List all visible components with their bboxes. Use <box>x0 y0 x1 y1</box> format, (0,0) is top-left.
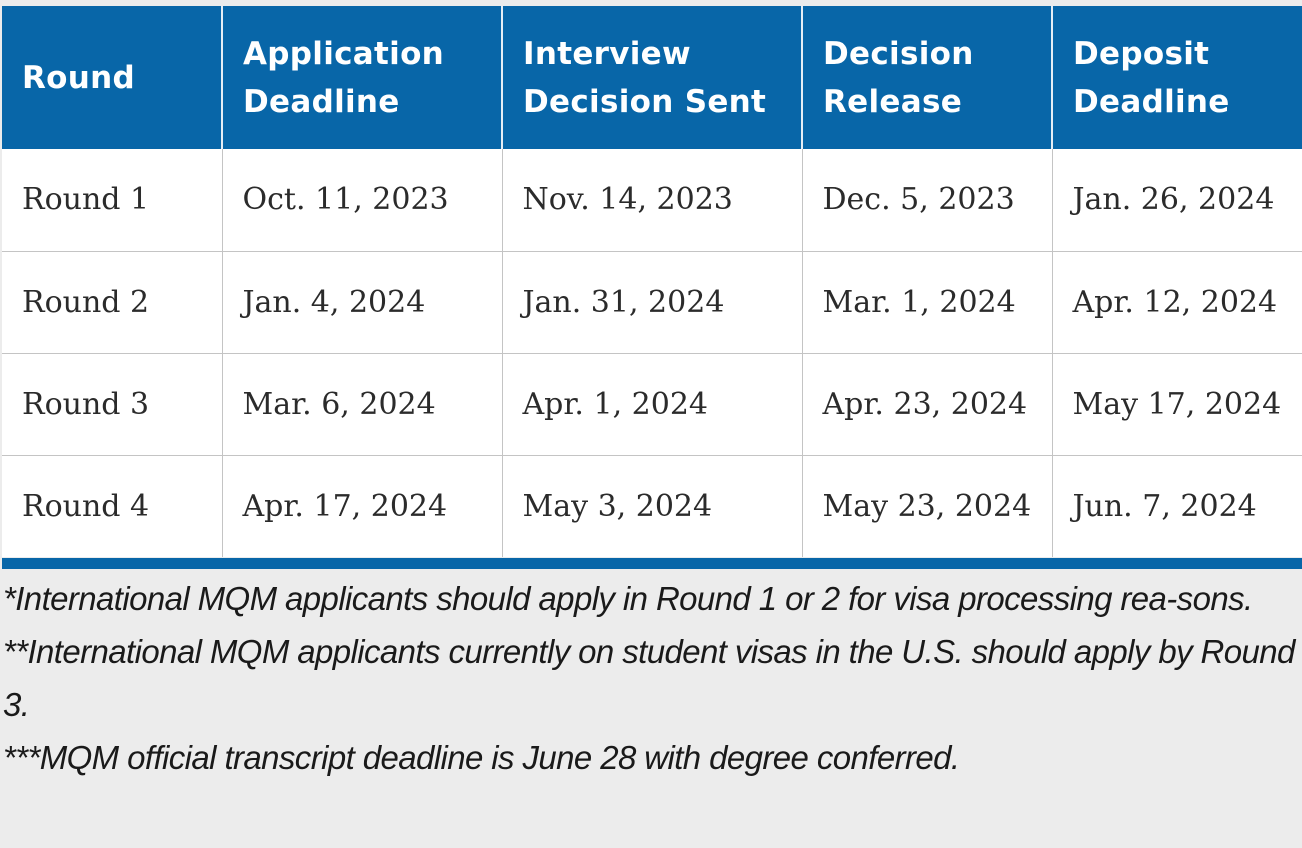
cell-round: Round 2 <box>2 251 222 353</box>
cell-deposit-deadline: Jan. 26, 2024 <box>1052 149 1302 251</box>
cell-round: Round 3 <box>2 353 222 455</box>
cell-interview-decision-sent: Nov. 14, 2023 <box>502 149 802 251</box>
cell-interview-decision-sent: May 3, 2024 <box>502 455 802 557</box>
footnote-transcript-deadline: ***MQM official transcript deadline is June 28 with degree conferred. <box>3 739 960 776</box>
cell-interview-decision-sent: Jan. 31, 2024 <box>502 251 802 353</box>
table-header <box>2 6 1302 149</box>
cell-interview-decision-sent: Apr. 1, 2024 <box>502 353 802 455</box>
cell-deposit-deadline: Apr. 12, 2024 <box>1052 251 1302 353</box>
cell-decision-release: May 23, 2024 <box>802 455 1052 557</box>
cell-decision-release: Mar. 1, 2024 <box>802 251 1052 353</box>
header-deposit-deadline: Deposit Deadline <box>1052 6 1302 149</box>
cell-application-deadline: Oct. 11, 2023 <box>222 149 502 251</box>
header-interview-decision-sent: Interview Decision Sent <box>502 6 802 149</box>
table-body <box>2 149 1302 557</box>
footnotes <box>3 572 1299 784</box>
cell-deposit-deadline: May 17, 2024 <box>1052 353 1302 455</box>
header-application-deadline: Application Deadline <box>222 6 502 149</box>
cell-decision-release: Dec. 5, 2023 <box>802 149 1052 251</box>
table-row <box>2 353 1302 455</box>
footnote-student-visas: **International MQM applicants currently on student visas in the U.S. should apply by Round 3. <box>3 633 1295 723</box>
cell-decision-release: Apr. 23, 2024 <box>802 353 1052 455</box>
cell-deposit-deadline: Jun. 7, 2024 <box>1072 488 1257 524</box>
footnote-visa-processing: *International MQM applicants should apply in Round 1 or 2 for visa processing rea-sons. <box>3 580 1253 617</box>
header-round: Round <box>2 6 222 149</box>
table-bottom-rule <box>2 558 1302 569</box>
table-row <box>2 251 1302 353</box>
table-row <box>2 455 1302 557</box>
cell-round: Round 1 <box>2 149 222 251</box>
header-decision-release: Decision Release <box>802 6 1052 149</box>
deadlines-table <box>2 6 1302 557</box>
cell-application-deadline: Jan. 4, 2024 <box>222 251 502 353</box>
header-row <box>2 6 1302 149</box>
table-row <box>2 149 1302 251</box>
cell-round: Round 4 <box>2 455 222 557</box>
cell-application-deadline: Mar. 6, 2024 <box>222 353 502 455</box>
cell-application-deadline: Apr. 17, 2024 <box>222 455 502 557</box>
